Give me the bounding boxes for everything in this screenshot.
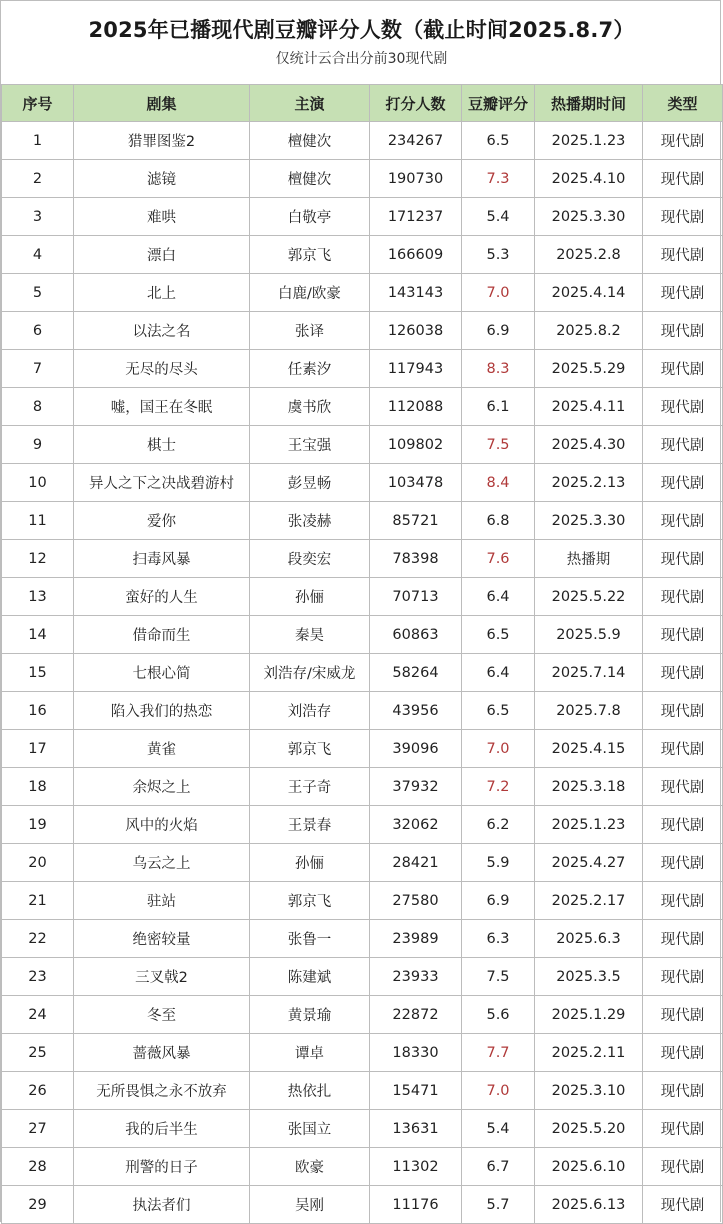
table-row — [2, 198, 723, 236]
cell-no: 16 — [2, 692, 74, 730]
cell-actor: 郭京飞 — [250, 730, 370, 768]
cell-drama: 我的后半生 — [74, 1110, 250, 1148]
cell-drama: 嘘，国王在冬眠 — [74, 388, 250, 426]
header-count: 打分人数 — [370, 85, 462, 122]
cell-date: 2025.2.17 — [535, 882, 643, 920]
cell-actor: 孙俪 — [250, 844, 370, 882]
cell-count: 13631 — [370, 1110, 462, 1148]
cell-score: 7.0 — [462, 274, 535, 312]
cell-no: 26 — [2, 1072, 74, 1110]
cell-date: 2025.4.10 — [535, 160, 643, 198]
cell-type: 现代剧 — [643, 312, 723, 350]
cell-count: 18330 — [370, 1034, 462, 1072]
cell-no: 24 — [2, 996, 74, 1034]
cell-score: 8.3 — [462, 350, 535, 388]
cell-score: 8.4 — [462, 464, 535, 502]
cell-type: 现代剧 — [643, 426, 723, 464]
table-row — [2, 578, 723, 616]
cell-no: 20 — [2, 844, 74, 882]
cell-drama: 陷入我们的热恋 — [74, 692, 250, 730]
cell-count: 22872 — [370, 996, 462, 1034]
cell-date: 2025.5.29 — [535, 350, 643, 388]
cell-actor: 热依扎 — [250, 1072, 370, 1110]
cell-actor: 任素汐 — [250, 350, 370, 388]
table-row — [2, 274, 723, 312]
header-type: 类型 — [643, 85, 723, 122]
cell-drama: 刑警的日子 — [74, 1148, 250, 1186]
cell-count: 23933 — [370, 958, 462, 996]
cell-type: 现代剧 — [643, 160, 723, 198]
cell-drama: 三叉戟2 — [74, 958, 250, 996]
cell-drama: 爱你 — [74, 502, 250, 540]
cell-actor: 秦昊 — [250, 616, 370, 654]
cell-actor: 谭卓 — [250, 1034, 370, 1072]
table-header-row — [2, 85, 723, 122]
header-date: 热播期时间 — [535, 85, 643, 122]
cell-score: 5.4 — [462, 1110, 535, 1148]
cell-type: 现代剧 — [643, 236, 723, 274]
cell-drama: 驻站 — [74, 882, 250, 920]
cell-score: 6.5 — [462, 122, 535, 160]
cell-drama: 难哄 — [74, 198, 250, 236]
cell-actor: 王景春 — [250, 806, 370, 844]
cell-type: 现代剧 — [643, 198, 723, 236]
cell-type: 现代剧 — [643, 692, 723, 730]
table-row — [2, 730, 723, 768]
cell-type: 现代剧 — [643, 616, 723, 654]
cell-date: 2025.6.13 — [535, 1186, 643, 1224]
cell-drama: 借命而生 — [74, 616, 250, 654]
cell-no: 22 — [2, 920, 74, 958]
cell-score: 5.3 — [462, 236, 535, 274]
cell-drama: 余烬之上 — [74, 768, 250, 806]
cell-no: 2 — [2, 160, 74, 198]
cell-drama: 乌云之上 — [74, 844, 250, 882]
table-row — [2, 882, 723, 920]
table-row — [2, 996, 723, 1034]
cell-date: 2025.5.9 — [535, 616, 643, 654]
cell-no: 5 — [2, 274, 74, 312]
cell-drama: 绝密较量 — [74, 920, 250, 958]
table-body — [2, 122, 723, 1224]
table-row — [2, 958, 723, 996]
table-row — [2, 388, 723, 426]
cell-drama: 风中的火焰 — [74, 806, 250, 844]
cell-no: 1 — [2, 122, 74, 160]
cell-score: 7.6 — [462, 540, 535, 578]
cell-count: 112088 — [370, 388, 462, 426]
cell-count: 39096 — [370, 730, 462, 768]
cell-type: 现代剧 — [643, 540, 723, 578]
cell-score: 6.1 — [462, 388, 535, 426]
table-row — [2, 1072, 723, 1110]
header-drama: 剧集 — [74, 85, 250, 122]
cell-actor: 王宝强 — [250, 426, 370, 464]
cell-date: 2025.6.3 — [535, 920, 643, 958]
cell-date: 热播期 — [535, 540, 643, 578]
cell-count: 109802 — [370, 426, 462, 464]
cell-count: 43956 — [370, 692, 462, 730]
table-row — [2, 502, 723, 540]
cell-no: 12 — [2, 540, 74, 578]
cell-drama: 猎罪图鉴2 — [74, 122, 250, 160]
cell-type: 现代剧 — [643, 806, 723, 844]
cell-count: 58264 — [370, 654, 462, 692]
cell-count: 171237 — [370, 198, 462, 236]
cell-type: 现代剧 — [643, 882, 723, 920]
cell-score: 6.5 — [462, 692, 535, 730]
table-row — [2, 920, 723, 958]
cell-count: 15471 — [370, 1072, 462, 1110]
table-row — [2, 1148, 723, 1186]
cell-actor: 吴刚 — [250, 1186, 370, 1224]
cell-type: 现代剧 — [643, 578, 723, 616]
cell-actor: 檀健次 — [250, 122, 370, 160]
cell-no: 10 — [2, 464, 74, 502]
cell-score: 6.3 — [462, 920, 535, 958]
table-row — [2, 654, 723, 692]
cell-drama: 扫毒风暴 — [74, 540, 250, 578]
cell-date: 2025.3.10 — [535, 1072, 643, 1110]
cell-count: 60863 — [370, 616, 462, 654]
cell-score: 6.5 — [462, 616, 535, 654]
cell-actor: 张凌赫 — [250, 502, 370, 540]
cell-actor: 郭京飞 — [250, 882, 370, 920]
cell-actor: 虞书欣 — [250, 388, 370, 426]
cell-no: 15 — [2, 654, 74, 692]
cell-score: 6.4 — [462, 578, 535, 616]
cell-no: 28 — [2, 1148, 74, 1186]
cell-count: 32062 — [370, 806, 462, 844]
cell-actor: 郭京飞 — [250, 236, 370, 274]
cell-score: 7.2 — [462, 768, 535, 806]
table-row — [2, 540, 723, 578]
cell-score: 6.2 — [462, 806, 535, 844]
cell-no: 23 — [2, 958, 74, 996]
table-row — [2, 692, 723, 730]
cell-count: 70713 — [370, 578, 462, 616]
cell-date: 2025.5.20 — [535, 1110, 643, 1148]
cell-type: 现代剧 — [643, 768, 723, 806]
cell-score: 5.6 — [462, 996, 535, 1034]
cell-score: 6.9 — [462, 312, 535, 350]
cell-no: 6 — [2, 312, 74, 350]
cell-actor: 张国立 — [250, 1110, 370, 1148]
cell-score: 7.0 — [462, 1072, 535, 1110]
cell-date: 2025.6.10 — [535, 1148, 643, 1186]
cell-no: 11 — [2, 502, 74, 540]
cell-drama: 漂白 — [74, 236, 250, 274]
cell-type: 现代剧 — [643, 1072, 723, 1110]
table-row — [2, 122, 723, 160]
cell-date: 2025.2.8 — [535, 236, 643, 274]
cell-count: 23989 — [370, 920, 462, 958]
cell-no: 25 — [2, 1034, 74, 1072]
cell-date: 2025.4.30 — [535, 426, 643, 464]
cell-type: 现代剧 — [643, 958, 723, 996]
cell-score: 6.9 — [462, 882, 535, 920]
cell-no: 18 — [2, 768, 74, 806]
cell-drama: 执法者们 — [74, 1186, 250, 1224]
cell-date: 2025.4.11 — [535, 388, 643, 426]
cell-count: 126038 — [370, 312, 462, 350]
table-row — [2, 844, 723, 882]
cell-date: 2025.8.2 — [535, 312, 643, 350]
cell-drama: 北上 — [74, 274, 250, 312]
cell-no: 8 — [2, 388, 74, 426]
cell-type: 现代剧 — [643, 350, 723, 388]
cell-no: 4 — [2, 236, 74, 274]
cell-actor: 檀健次 — [250, 160, 370, 198]
table-row — [2, 236, 723, 274]
cell-type: 现代剧 — [643, 464, 723, 502]
table-row — [2, 616, 723, 654]
cell-no: 9 — [2, 426, 74, 464]
cell-type: 现代剧 — [643, 730, 723, 768]
cell-no: 29 — [2, 1186, 74, 1224]
page-subtitle: 仅统计云合出分前30现代剧 — [275, 51, 448, 67]
cell-count: 78398 — [370, 540, 462, 578]
cell-type: 现代剧 — [643, 844, 723, 882]
cell-score: 6.8 — [462, 502, 535, 540]
cell-date: 2025.3.30 — [535, 198, 643, 236]
cell-score: 5.9 — [462, 844, 535, 882]
cell-actor: 段奕宏 — [250, 540, 370, 578]
cell-date: 2025.3.30 — [535, 502, 643, 540]
cell-actor: 黄景瑜 — [250, 996, 370, 1034]
cell-date: 2025.1.29 — [535, 996, 643, 1034]
table-row — [2, 160, 723, 198]
cell-actor: 刘浩存 — [250, 692, 370, 730]
cell-count: 234267 — [370, 122, 462, 160]
table-row — [2, 426, 723, 464]
cell-count: 166609 — [370, 236, 462, 274]
cell-drama: 蔷薇风暴 — [74, 1034, 250, 1072]
cell-count: 28421 — [370, 844, 462, 882]
cell-type: 现代剧 — [643, 1034, 723, 1072]
cell-count: 85721 — [370, 502, 462, 540]
cell-score: 7.7 — [462, 1034, 535, 1072]
cell-date: 2025.1.23 — [535, 806, 643, 844]
cell-drama: 蛮好的人生 — [74, 578, 250, 616]
cell-actor: 张鲁一 — [250, 920, 370, 958]
cell-type: 现代剧 — [643, 1148, 723, 1186]
cell-date: 2025.2.13 — [535, 464, 643, 502]
cell-score: 5.7 — [462, 1186, 535, 1224]
cell-drama: 七根心简 — [74, 654, 250, 692]
cell-no: 19 — [2, 806, 74, 844]
cell-count: 117943 — [370, 350, 462, 388]
cell-drama: 以法之名 — [74, 312, 250, 350]
page-title: 2025年已播现代剧豆瓣评分人数（截止时间2025.8.7） — [88, 18, 635, 42]
cell-date: 2025.5.22 — [535, 578, 643, 616]
cell-drama: 无尽的尽头 — [74, 350, 250, 388]
cell-actor: 王子奇 — [250, 768, 370, 806]
cell-date: 2025.2.11 — [535, 1034, 643, 1072]
cell-type: 现代剧 — [643, 122, 723, 160]
header-score: 豆瓣评分 — [462, 85, 535, 122]
table-row — [2, 350, 723, 388]
cell-type: 现代剧 — [643, 1186, 723, 1224]
cell-type: 现代剧 — [643, 1110, 723, 1148]
cell-actor: 白鹿/欧豪 — [250, 274, 370, 312]
cell-date: 2025.4.27 — [535, 844, 643, 882]
cell-date: 2025.4.14 — [535, 274, 643, 312]
table-row — [2, 464, 723, 502]
cell-no: 7 — [2, 350, 74, 388]
cell-drama: 无所畏惧之永不放弃 — [74, 1072, 250, 1110]
cell-actor: 张译 — [250, 312, 370, 350]
cell-no: 17 — [2, 730, 74, 768]
cell-count: 27580 — [370, 882, 462, 920]
table-row — [2, 806, 723, 844]
cell-date: 2025.7.8 — [535, 692, 643, 730]
cell-count: 190730 — [370, 160, 462, 198]
cell-count: 143143 — [370, 274, 462, 312]
cell-type: 现代剧 — [643, 502, 723, 540]
cell-actor: 孙俪 — [250, 578, 370, 616]
cell-count: 37932 — [370, 768, 462, 806]
cell-actor: 彭昱畅 — [250, 464, 370, 502]
cell-actor: 陈建斌 — [250, 958, 370, 996]
cell-type: 现代剧 — [643, 920, 723, 958]
table-row — [2, 1034, 723, 1072]
cell-no: 21 — [2, 882, 74, 920]
cell-score: 7.5 — [462, 958, 535, 996]
cell-date: 2025.7.14 — [535, 654, 643, 692]
cell-date: 2025.3.5 — [535, 958, 643, 996]
cell-no: 14 — [2, 616, 74, 654]
cell-no: 13 — [2, 578, 74, 616]
cell-date: 2025.4.15 — [535, 730, 643, 768]
table-row — [2, 768, 723, 806]
cell-actor: 白敬亭 — [250, 198, 370, 236]
cell-date: 2025.1.23 — [535, 122, 643, 160]
cell-drama: 异人之下之决战碧游村 — [74, 464, 250, 502]
cell-score: 6.7 — [462, 1148, 535, 1186]
cell-score: 5.4 — [462, 198, 535, 236]
cell-count: 11302 — [370, 1148, 462, 1186]
cell-type: 现代剧 — [643, 274, 723, 312]
cell-date: 2025.3.18 — [535, 768, 643, 806]
cell-actor: 欧豪 — [250, 1148, 370, 1186]
cell-score: 7.0 — [462, 730, 535, 768]
cell-type: 现代剧 — [643, 388, 723, 426]
cell-score: 7.5 — [462, 426, 535, 464]
cell-actor: 刘浩存/宋威龙 — [250, 654, 370, 692]
cell-type: 现代剧 — [643, 654, 723, 692]
cell-drama: 棋士 — [74, 426, 250, 464]
table-row — [2, 1186, 723, 1224]
cell-drama: 冬至 — [74, 996, 250, 1034]
cell-count: 103478 — [370, 464, 462, 502]
cell-count: 11176 — [370, 1186, 462, 1224]
table-row — [2, 1110, 723, 1148]
header-no: 序号 — [2, 85, 74, 122]
cell-drama: 黄雀 — [74, 730, 250, 768]
cell-score: 6.4 — [462, 654, 535, 692]
cell-score: 7.3 — [462, 160, 535, 198]
cell-no: 27 — [2, 1110, 74, 1148]
ratings-table — [1, 84, 723, 1224]
cell-no: 3 — [2, 198, 74, 236]
cell-drama: 滤镜 — [74, 160, 250, 198]
header-actor: 主演 — [250, 85, 370, 122]
cell-type: 现代剧 — [643, 996, 723, 1034]
table-row — [2, 312, 723, 350]
